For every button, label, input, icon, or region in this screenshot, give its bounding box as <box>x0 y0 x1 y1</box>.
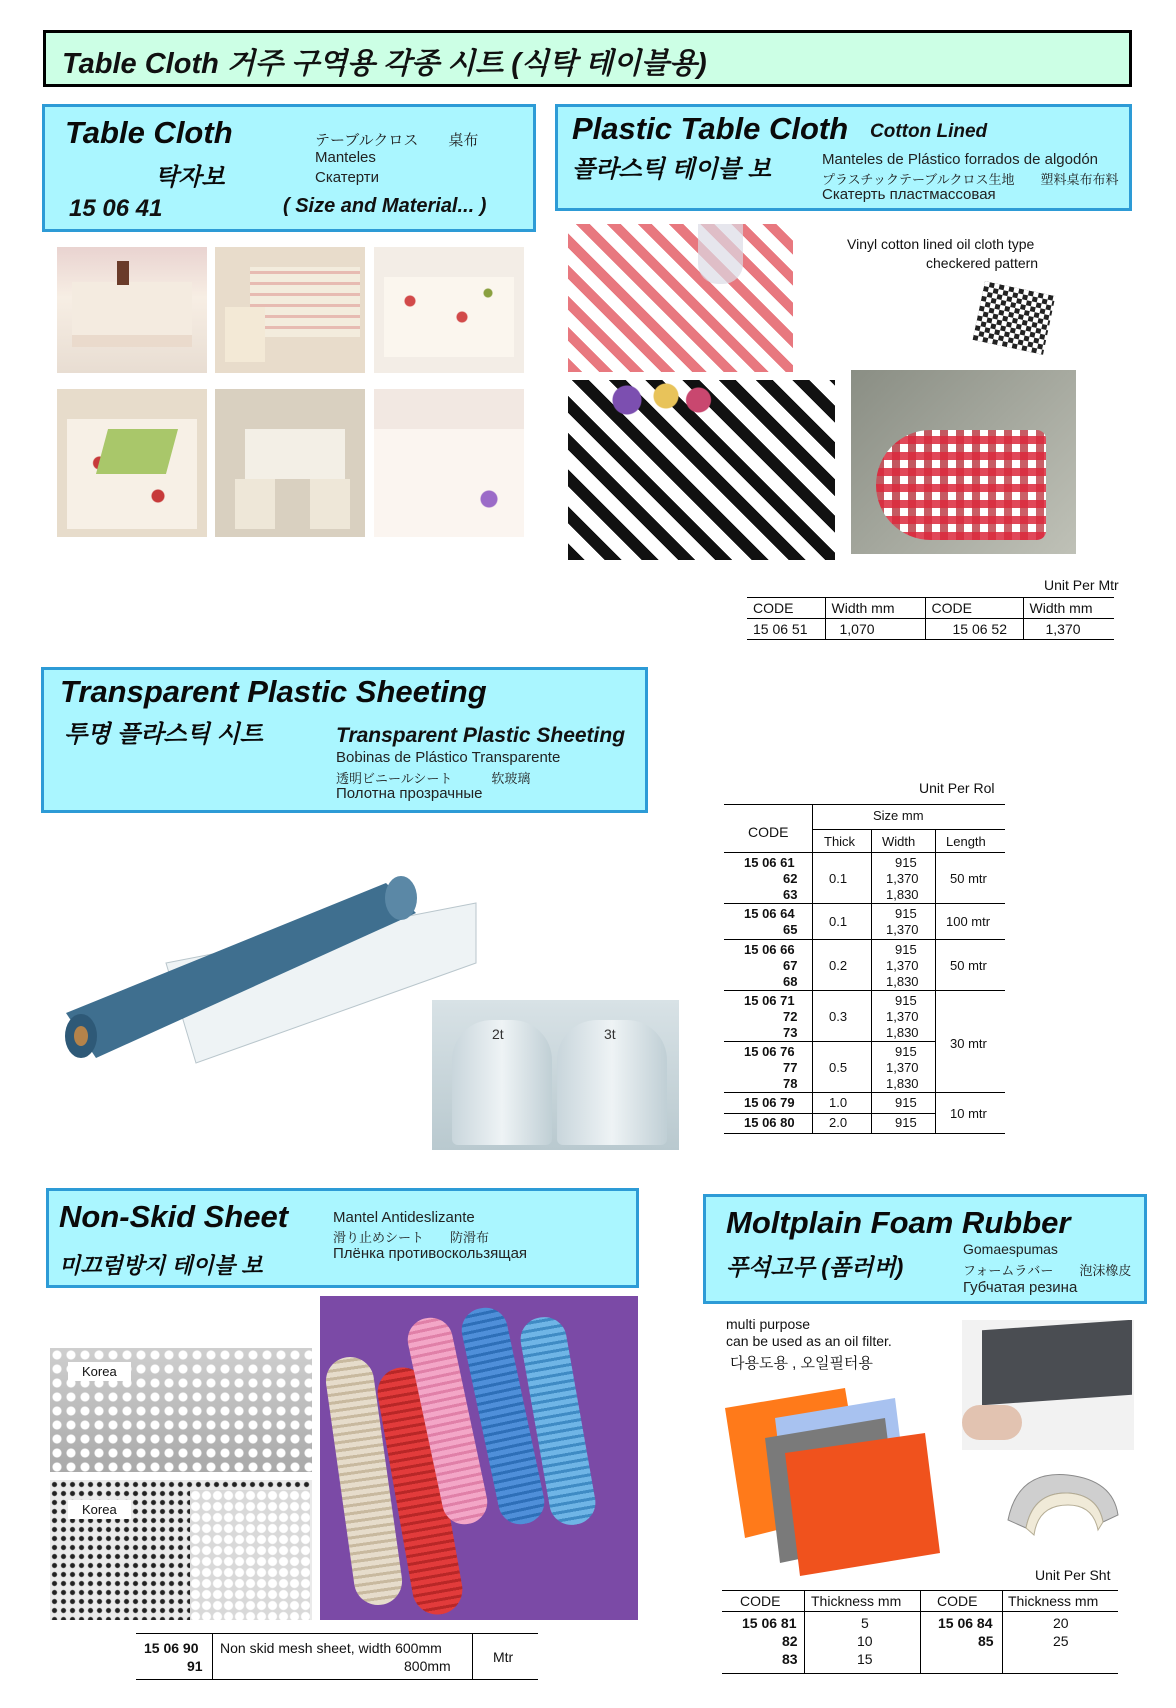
table-cell: 1,830 <box>886 1025 919 1040</box>
plastic-table-cloth-ru: Скатерть пластмассовая <box>822 186 996 203</box>
non-skid-label: Korea <box>68 1500 131 1519</box>
foam-rubber-header <box>703 1194 1147 1304</box>
non-skid-table <box>136 1633 538 1680</box>
page-title: Table Cloth 거주 구역용 각종 시트 (식탁 테이블용) <box>62 48 707 80</box>
table-cell: 915 <box>895 942 917 957</box>
table-cell: 85 <box>978 1633 994 1649</box>
table-header: CODE <box>747 598 825 619</box>
table-cell: 15 06 80 <box>744 1115 795 1130</box>
table-cloth-es: Manteles <box>315 149 376 166</box>
table-cell: 62 <box>783 871 798 886</box>
table-cell: 15 06 79 <box>744 1095 795 1110</box>
foam-corrugated-photo <box>998 1460 1128 1550</box>
table-cell: 0.1 <box>829 914 848 929</box>
non-skid-ja: 滑り止めシート 防滑布 <box>333 1230 490 1245</box>
table-cell: 1,370 <box>886 1009 919 1024</box>
table-cell: 15 06 64 <box>744 906 795 921</box>
table-cloth-title-kr: 탁자보 <box>155 164 225 191</box>
table-cloth-ru: Скатерти <box>315 169 380 186</box>
table-cloth-photo <box>215 247 365 373</box>
transparent-sheeting-subtitle: Transparent Plastic Sheeting <box>336 724 626 747</box>
table-cell: 78 <box>783 1076 798 1091</box>
plastic-cloth-photo-checkered <box>973 281 1056 355</box>
table-cell: 15 06 61 <box>744 855 795 870</box>
table-cloth-header <box>42 104 536 232</box>
table-cloth-photo <box>374 389 524 537</box>
table-cell: 0.3 <box>829 1009 848 1024</box>
non-skid-photo <box>50 1480 312 1620</box>
table-cloth-photo <box>374 247 524 373</box>
foam-table <box>722 1590 1118 1674</box>
table-cell: 1,370 <box>886 922 919 937</box>
foam-unit: Unit Per Sht <box>1035 1567 1111 1583</box>
non-skid-photo <box>50 1348 312 1472</box>
table-cell: 10 mtr <box>950 1106 987 1121</box>
table-cell: 15 06 71 <box>744 993 795 1008</box>
table-cell: 82 <box>782 1633 798 1649</box>
plastic-table-cloth-title: Plastic Table Cloth <box>572 111 849 146</box>
table-cell: 25 <box>1053 1633 1069 1649</box>
table-header: Thickness mm <box>811 1593 902 1609</box>
plastic-table-cloth-ja: プラスチックテーブルクロス生地 塑料桌布布料 <box>822 172 1119 187</box>
table-cell: 1,830 <box>886 974 919 989</box>
table-cell: 5 <box>861 1615 869 1631</box>
transparent-table <box>724 804 1005 1134</box>
non-skid-title-kr: 미끄럼방지 테이블 보 <box>59 1253 263 1278</box>
table-cloth-title: Table Cloth <box>65 115 233 150</box>
foam-dark-photo <box>962 1320 1134 1450</box>
non-skid-title: Non-Skid Sheet <box>59 1199 289 1234</box>
table-cell: 15 06 76 <box>744 1044 795 1059</box>
table-cell: 915 <box>895 1095 917 1110</box>
plastic-table-cloth-header <box>555 104 1132 211</box>
table-cell: 1,370 <box>886 1060 919 1075</box>
table-cell: 2.0 <box>829 1115 848 1130</box>
table-cell: 1,370 <box>886 958 919 973</box>
plastic-cloth-photo-red-chevron <box>568 224 793 372</box>
table-cell: 15 06 81 <box>742 1615 797 1631</box>
table-cloth-photo <box>215 389 365 537</box>
table-cloth-note: ( Size and Material... ) <box>283 195 487 217</box>
plastic-table-cloth-subtitle: Cotton Lined <box>870 121 988 142</box>
table-cell: 15 06 84 <box>938 1615 993 1631</box>
table-cell: 15 06 90 <box>144 1640 199 1656</box>
table-cell: 73 <box>783 1025 798 1040</box>
table-cell: 0.5 <box>829 1060 848 1075</box>
table-header: Length <box>946 834 986 849</box>
transparent-sheeting-ru: Полотна прозрачные <box>336 785 483 802</box>
plastic-table-cloth-es: Manteles de Plástico forrados de algodón <box>822 151 1099 168</box>
table-cell: 915 <box>895 1044 917 1059</box>
table-header: Width <box>882 834 916 849</box>
table-cell: Mtr <box>493 1649 514 1665</box>
table-header: CODE <box>740 1593 781 1609</box>
non-skid-es: Mantel Antideslizante <box>333 1209 475 1226</box>
table-cloth-photo <box>57 389 207 537</box>
table-cell: 77 <box>783 1060 798 1075</box>
table-header: CODE <box>937 1593 978 1609</box>
table-cell: 1,830 <box>886 887 919 902</box>
foam-rubber-title-kr: 푸석고무 (폼러버) <box>726 1254 904 1280</box>
table-cell: 50 mtr <box>950 958 987 973</box>
table-cell: 0.2 <box>829 958 848 973</box>
transparent-unit: Unit Per Rol <box>919 780 995 796</box>
transparent-sheeting-title-kr: 투명 플라스틱 시트 <box>64 721 263 748</box>
table-cell: 83 <box>782 1651 798 1667</box>
page-title-bar <box>43 30 1132 87</box>
non-skid-label: Korea <box>68 1362 131 1381</box>
table-cell: 91 <box>187 1658 203 1674</box>
plastic-table-cloth-title-kr: 플라스틱 테이블 보 <box>572 156 771 183</box>
table-header: Thick <box>824 834 856 849</box>
table-cell: 915 <box>895 1115 917 1130</box>
non-skid-ru: Плёнка противоскользящая <box>333 1245 528 1262</box>
table-header: Width mm <box>1029 600 1093 616</box>
plastic-cloth-note-2: checkered pattern <box>926 255 1039 271</box>
transparent-sheeting-ja: 透明ビニールシート 软玻璃 <box>336 771 531 786</box>
transparent-rolls-photo <box>432 1000 679 1150</box>
table-cell: 10 <box>857 1633 873 1649</box>
transparent-sheeting-title: Transparent Plastic Sheeting <box>60 674 487 709</box>
table-cloth-photo <box>57 247 207 373</box>
plastic-cloth-photo-black-chevron <box>568 380 835 560</box>
foam-rubber-ja: フォームラバー 泡沫橡皮 <box>963 1263 1132 1278</box>
table-cell: 15 06 52 <box>925 619 1023 640</box>
table-cloth-code: 15 06 41 <box>69 195 163 222</box>
table-cell: 68 <box>783 974 798 989</box>
non-skid-rolls-photo <box>320 1296 638 1620</box>
table-cell: 800mm <box>404 1658 451 1674</box>
plastic-cloth-note-1: Vinyl cotton lined oil cloth type <box>847 236 1035 252</box>
table-cell: 1,370 <box>1045 621 1081 637</box>
non-skid-header <box>46 1188 639 1288</box>
foam-sheets-photo <box>705 1378 975 1578</box>
transparent-sheeting-header <box>41 667 648 813</box>
transparent-sheeting-es: Bobinas de Plástico Transparente <box>336 749 561 766</box>
table-cell: 1,830 <box>886 1076 919 1091</box>
table-cell: 15 <box>857 1651 873 1667</box>
table-header: Thickness mm <box>1008 1593 1099 1609</box>
foam-rubber-es: Gomaespumas <box>963 1241 1058 1257</box>
table-cell: 0.1 <box>829 871 848 886</box>
table-cell: 72 <box>783 1009 798 1024</box>
table-cell: 100 mtr <box>946 914 991 929</box>
table-cell: 15 06 51 <box>747 619 825 640</box>
table-cell: 65 <box>783 922 798 937</box>
table-cell: 1.0 <box>829 1095 848 1110</box>
roll-label: 3t <box>604 1026 616 1042</box>
table-cloth-ja: テーブルクロス 桌布 <box>315 132 479 149</box>
foam-rubber-ru: Губчатая резина <box>963 1279 1078 1296</box>
plastic-cloth-table <box>747 597 1114 640</box>
table-header: Width mm <box>825 598 925 619</box>
foam-note-2: can be used as an oil filter. <box>726 1333 892 1349</box>
transparent-roll-photo <box>46 843 486 1083</box>
table-cell: 915 <box>895 993 917 1008</box>
table-header: Size mm <box>873 808 924 823</box>
table-cell: 915 <box>895 855 917 870</box>
table-cell: 20 <box>1053 1615 1069 1631</box>
plastic-cloth-photo-gingham <box>851 370 1076 554</box>
table-cell: 30 mtr <box>950 1036 987 1051</box>
table-header: CODE <box>925 598 1023 619</box>
table-cell: 50 mtr <box>950 871 987 886</box>
plastic-cloth-unit: Unit Per Mtr <box>1044 577 1119 593</box>
roll-label: 2t <box>492 1026 504 1042</box>
table-header: CODE <box>748 824 789 840</box>
table-cell: 1,370 <box>886 871 919 886</box>
table-cell: 67 <box>783 958 798 973</box>
table-cell: 63 <box>783 887 798 902</box>
table-cell: 15 06 66 <box>744 942 795 957</box>
foam-note-1: multi purpose <box>726 1316 811 1332</box>
table-cell: 1,070 <box>825 619 925 640</box>
foam-note-kr: 다용도용 , 오일필터용 <box>730 1355 873 1372</box>
table-cell: 915 <box>895 906 917 921</box>
foam-rubber-title: Moltplain Foam Rubber <box>726 1205 1071 1240</box>
table-cell: Non skid mesh sheet, width 600mm <box>220 1640 442 1656</box>
